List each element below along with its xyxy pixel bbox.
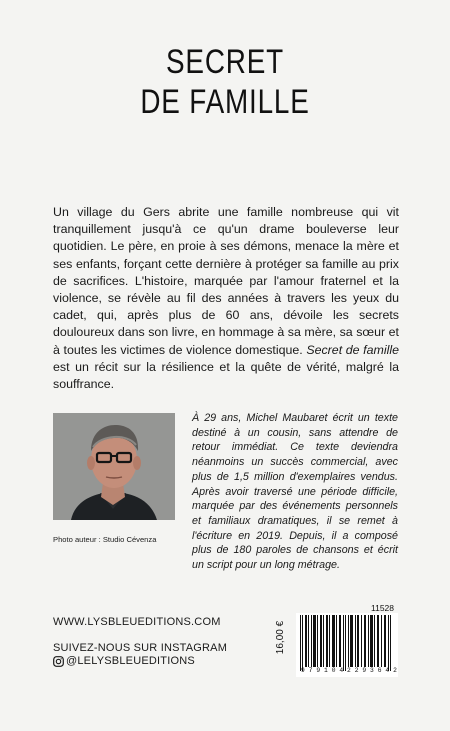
isbn-digit: 0 (331, 667, 336, 674)
price-label (269, 612, 293, 662)
product-code: 11528 (371, 603, 395, 613)
isbn-digit: 2 (354, 667, 359, 674)
instagram-handle: @LELYSBLEUEDITIONS (66, 655, 195, 667)
instagram-icon (53, 656, 64, 667)
isbn-digit: 2 (347, 667, 351, 674)
isbn-digit: 3 (370, 667, 374, 674)
isbn-digit: 1 (324, 667, 328, 674)
isbn-digit: 2 (393, 667, 397, 674)
title-line-1: SECRET (165, 43, 285, 81)
isbn-digit: 7 (308, 667, 313, 674)
book-title (0, 42, 450, 122)
author-bio: À 29 ans, Michel Maubaret écrit un texte destiné à un cousin, sans attendre de retour immédiat. Ce texte deviendra néanmoins un succès commercial, avec plus de 1,5 million d'exemplaires vendus. Après avoir traversé une période difficile, marquée par des événements personnels et familiaux dramatiques, il se remet à l'écriture en 2019. Depuis, il a composé plus de 180 paroles de chansons et écrit un script pour un long métrage. (192, 412, 398, 572)
synopsis (53, 204, 399, 393)
synopsis-book-title: Secret de famille (306, 342, 399, 357)
isbn-digit: 9 (316, 667, 321, 674)
synopsis-text: Un village du Gers abrite une famille nombreuse qui vit tranquillement jusqu'à ce qu'un drame bouleverse leur quotidien. Le père, en proie à ses démons, menace la mère et ses enfants, forçant cette dernière à protéger sa famille au prix de sacrifices. L'histoire, marquée par l'amour fraternel et la violence, se révèle au fil des années à travers les yeux du cadet, qui, après plus de 60 ans, dévoile les secrets douloureux dans son livre, en hommage à sa mère, sa sœur et à toutes les victimes de violence domestique. (53, 205, 399, 357)
isbn-digit: 6 (377, 667, 382, 674)
instagram-label: SUIVEZ-NOUS SUR INSTAGRAM (53, 642, 228, 654)
instagram-handle-row (53, 655, 195, 667)
synopsis-text-end: est un récit sur la résilience et la quête de vérité, malgré la souffrance. (53, 359, 399, 392)
photo-credit: Photo auteur : Studio Cévenza (53, 535, 157, 544)
price: 16,00 € (275, 620, 287, 654)
publisher-website: WWW.LYSBLEUEDITIONS.COM (53, 616, 221, 628)
author-photo (53, 413, 175, 520)
isbn-digit: 9 (301, 667, 305, 674)
isbn-digit: 4 (385, 667, 390, 674)
isbn-digit: 4 (339, 667, 344, 674)
title-line-2: DE FAMILLE (140, 83, 310, 121)
isbn-digit: 9 (362, 667, 367, 674)
isbn-digits (301, 667, 397, 674)
